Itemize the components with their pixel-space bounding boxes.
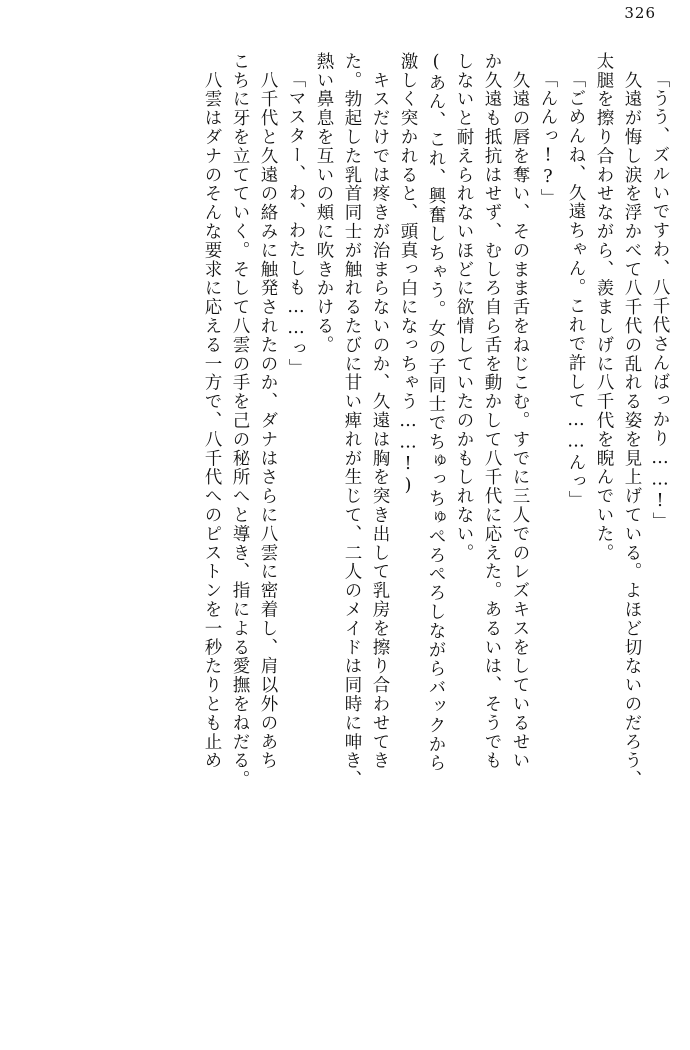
page-number: 326 <box>624 4 656 22</box>
text-column: キスだけでは疼きが治まらないのか、久遠は胸を突き出して乳房を擦り合わせてき <box>370 52 390 771</box>
text-column: こちに牙を立てていく。そして八雲の手を己の秘所へと導き、指による愛撫をねだる。 <box>230 52 250 790</box>
text-column: (あん、これ、興奮しちゃう。女の子同士でちゅっちゅぺろぺろしながらバックから <box>426 52 446 773</box>
text-column: 「んんっ!?」 <box>538 70 558 208</box>
text-column: 「うう、ズルいですわ、八千代さんばっかり……!」 <box>650 70 670 532</box>
text-column: か久遠も抵抗はせず、むしろ自ら舌を動かして八千代に応えた。あるいは、そうでも <box>482 52 502 771</box>
text-column: 激しく突かれると、頭真っ白になっちゃう……!) <box>398 52 418 497</box>
text-column: 八雲はダナのそんな要求に応える一方で、八千代へのピストンを一秒たりとも止め <box>202 52 222 771</box>
text-column: 太腿を擦り合わせながら、羨ましげに八千代を睨んでいた。 <box>594 52 614 563</box>
text-column: 久遠の唇を奪い、そのまま舌をねじこむ。すでに三人でのレズキスをしているせい <box>510 52 530 771</box>
text-column: しないと耐えられないほどに欲情していたのかもしれない。 <box>454 52 474 563</box>
text-column: 久遠が悔し涙を浮かべて八千代の乱れる姿を見上げている。よほど切ないのだろう、 <box>622 52 642 790</box>
text-column: 「マスター、わ、わたしも……っ」 <box>286 70 306 378</box>
text-column: 「ごめんね、久遠ちゃん。これで許して……んっ」 <box>566 70 586 510</box>
text-column: 熱い鼻息を互いの頬に吹きかける。 <box>314 52 334 355</box>
vertical-text-body <box>20 52 668 1042</box>
text-column: た。勃起した乳首同士が触れるたびに甘い痺れが生じて、二人のメイドは同時に呻き、 <box>342 52 362 790</box>
text-column: 八千代と久遠の絡みに触発されたのか、ダナはさらに八雲に密着し、肩以外のあち <box>258 52 278 771</box>
